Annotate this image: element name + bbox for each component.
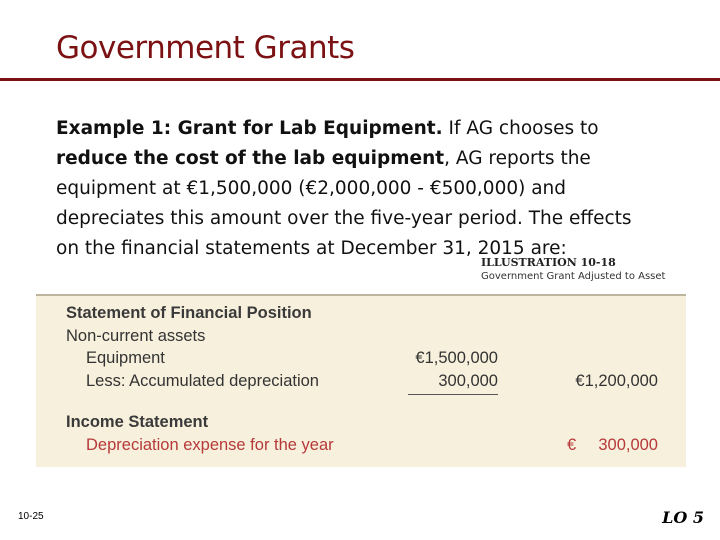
example-lead: Example 1: Grant for Lab Equipment. [56,118,443,139]
financial-statement-panel [36,294,686,467]
depreciation-currency: € [567,436,577,454]
example-text-1: If AG chooses to [442,118,599,139]
example-paragraph [56,114,656,264]
depreciation-expense-amount: 300,000 [598,436,658,454]
accumulated-depreciation-label: Less: Accumulated depreciation [86,372,319,390]
illustration-caption: Government Grant Adjusted to Asset [481,271,666,282]
net-equipment-amount: €1,200,000 [575,372,658,390]
income-statement-heading: Income Statement [66,413,209,431]
illustration-callout [481,256,681,283]
depreciation-expense-label: Depreciation expense for the year [86,436,334,454]
illustration-number: ILLUSTRATION 10-18 [481,256,616,269]
equipment-amount: €1,500,000 [415,349,498,367]
learning-objective-label: LO 5 [662,508,704,527]
title-divider [0,78,720,81]
example-emphasis: reduce the cost of the lab equipment [56,148,445,169]
subtotal-rule [408,394,498,395]
noncurrent-assets-label: Non-current assets [66,327,206,345]
sfp-heading: Statement of Financial Position [66,304,312,322]
example-text-2: , AG reports the equipment at €1,500,000 (€2,000,000 - €500,000) and depreciates this amount over the five-year period. The effects on the financial statements at December 31, 2015 are: [56,148,632,259]
equipment-label: Equipment [86,349,165,367]
slide-title: Government Grants [56,30,355,66]
accumulated-depreciation-amount: 300,000 [438,372,498,390]
page-number: 10-25 [18,511,44,522]
